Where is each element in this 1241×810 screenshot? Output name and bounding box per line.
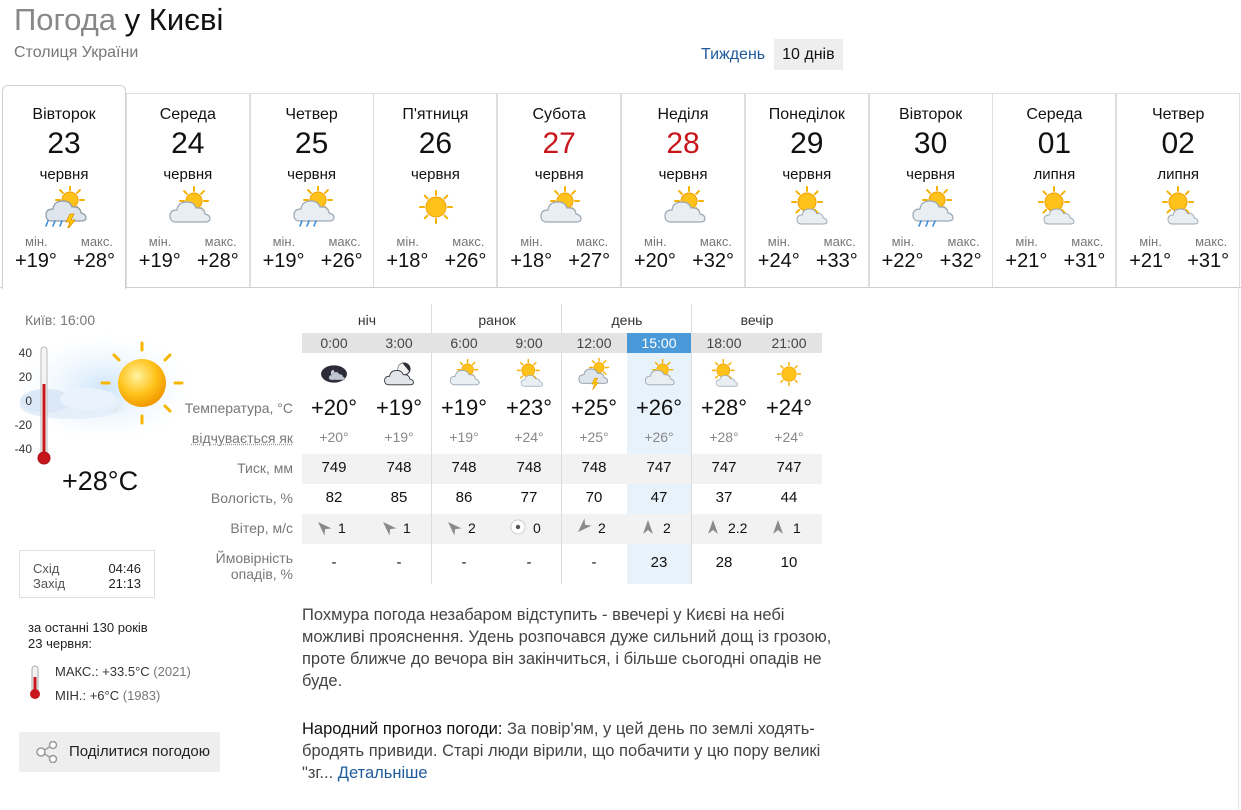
hour-pressure: 749 [321,459,347,476]
row-label-precipitation: Ймовірність опадів, % [215,550,293,582]
hour-feels-like: +20° [319,429,349,445]
min-temperature: +18° [386,250,429,272]
sun-times-box [19,550,155,598]
hour-feels-like: +24° [774,429,804,445]
hour-wind [367,516,431,540]
row-label-pressure: Тиск, мм [237,460,293,476]
wind-direction-icon [314,518,332,536]
history-min [55,688,160,703]
min-temperature: +21° [1129,250,1172,272]
wind-direction-icon [769,518,787,536]
hour-humidity: 44 [780,489,798,506]
hour-pressure: 748 [386,459,412,476]
max-temperature: +27° [568,250,611,272]
day-number: 01 [1037,127,1072,160]
day-month: липня [1033,166,1076,183]
period-night: ніч [357,312,377,328]
hour-time: 6:00 [450,335,478,351]
min-label: мін. [396,234,420,249]
hour-feels-like: +26° [644,429,674,445]
cloud-sun-icon [446,358,482,390]
sun-icon [411,186,461,228]
hour-humidity: 77 [520,489,538,506]
hour-temperature: +20° [310,395,358,420]
hour-pressure: 748 [581,459,607,476]
day-month: червня [410,166,460,183]
day-number: 27 [542,127,576,160]
cloud-sun-icon [641,358,677,390]
min-temperature: +18° [510,250,553,272]
history-max-year: (2021) [153,664,191,679]
hour-time: 3:00 [385,335,413,351]
min-label: мін. [767,234,791,249]
cloud-sun-icon [535,186,585,228]
hour-wind [432,516,496,540]
day-month: червня [39,166,89,183]
sunset-time: 21:13 [108,576,141,591]
share-icon [35,741,59,763]
day-month: червня [906,166,956,183]
hour-temperature: +28° [700,395,748,420]
hour-pressure: 747 [646,459,672,476]
day-tab[interactable] [2,85,126,289]
max-temperature: +33° [815,250,858,272]
hour-wind [627,516,691,540]
wind-direction-icon [379,518,397,536]
wind-direction-icon [704,518,722,536]
hour-humidity: 37 [715,489,733,506]
hour-time: 12:00 [576,335,612,351]
folk-forecast-text: За повір'ям, у цей день по землі ходять-бродять привиди. Старі люди вірили, що побачити у цю пору великі "зг... [302,720,821,782]
hour-time: 9:00 [515,335,543,351]
day-name: Неділя [657,106,709,123]
hour-time: 21:00 [771,335,807,351]
max-label: макс. [947,234,980,249]
history-max-value: +33.5°C [102,664,150,679]
weather-description: Похмура погода незабаром відступить - ввечері у Києві на небі можливі прояснення. Удень розпочався дуже сильний дощ із грозою, проте ближче до вечора він закінчиться, і більше сьогодні опадів не буде. [302,606,832,690]
hour-wind [497,516,561,540]
folk-forecast [302,718,832,784]
history-max [55,664,191,679]
hour-wind-speed: 0 [533,520,541,536]
cloud-sun-icon [164,186,214,228]
cloud-storm-icon [576,358,612,390]
sun-cloud-icon [706,358,742,390]
period-day: день [611,312,643,328]
cloud-moon-icon [381,358,417,390]
max-temperature: +26° [320,250,363,272]
day-number: 25 [294,127,329,160]
folk-forecast-label: Народний прогноз погоди: [302,720,503,738]
max-temperature: +32° [692,250,734,272]
sunset-label: Захід [33,576,66,591]
hour-wind-speed: 1 [338,520,346,536]
history-thermometer-icon [28,665,42,701]
day-number: 23 [47,127,81,160]
row-label-temperature: Температура, °C [184,400,293,416]
min-label: мін. [520,234,543,249]
day-tab[interactable] [869,93,993,288]
max-temperature: +32° [939,250,982,272]
hour-precipitation: - [461,554,467,571]
day-tab[interactable] [992,93,1116,288]
min-label: мін. [891,234,915,249]
hour-precipitation: 10 [780,554,798,571]
day-name: Четвер [285,106,338,123]
hour-wind-speed: 1 [403,520,411,536]
day-tab[interactable] [1116,93,1240,288]
share-label: Поділитися погодою [69,743,211,760]
hour-feels-like: +28° [709,429,739,445]
cloud-sun-icon [659,186,709,228]
hour-precipitation: - [396,554,402,571]
min-label: мін. [644,234,667,249]
day-number: 30 [913,127,948,160]
hour-temperature: +25° [570,395,618,420]
day-number: 02 [1161,127,1195,160]
history-title [28,620,148,652]
hour-wind-speed: 1 [793,520,801,536]
min-temperature: +19° [15,250,57,272]
min-label: мін. [272,234,296,249]
hour-feels-like: +19° [449,429,479,445]
hour-pressure: 747 [711,459,737,476]
hour-time: 18:00 [706,335,742,351]
day-name: П'ятниця [402,106,469,123]
day-month: червня [782,166,832,183]
hour-temperature: +24° [765,395,813,420]
period-week-link[interactable]: Тиждень [701,46,766,63]
max-label: макс. [452,234,485,249]
hour-pressure: 748 [516,459,542,476]
hour-precipitation: - [591,554,597,571]
day-tab[interactable] [497,93,621,288]
day-number: 28 [666,127,700,160]
max-label: макс. [1071,234,1104,249]
scale-tick-label: -40 [14,442,32,456]
max-temperature: +31° [1187,250,1230,272]
hour-temperature: +19° [375,395,423,420]
history-line-1: за останні 130 років [28,620,148,635]
cloud-sun-rain-icon [907,186,957,228]
day-name: Вівторок [32,106,96,123]
row-label-humidity: Вологість, % [210,490,293,506]
hour-humidity: 82 [325,489,343,506]
min-temperature: +22° [881,250,924,272]
scale-tick-label: 20 [18,370,32,384]
hour-wind [562,516,626,540]
min-label: мін. [1015,234,1039,249]
title-city: у Києві [124,2,224,37]
current-temperature: +28°C [62,466,139,496]
hour-temperature: +26° [635,395,683,420]
max-temperature: +31° [1063,250,1106,272]
sunrise-label: Схід [33,561,60,576]
hour-precipitation: - [331,554,337,571]
hour-wind-speed: 2 [468,520,476,536]
page-subtitle: Столиця України [14,44,139,61]
min-temperature: +19° [138,250,181,272]
sun-cloud-icon [783,186,833,228]
day-month: червня [163,166,213,183]
details-link[interactable]: Детальніше [337,764,428,782]
sun-cloud-icon [511,358,547,390]
max-temperature: +26° [444,250,487,272]
day-name: Середа [159,106,216,123]
day-tab[interactable] [621,93,745,288]
share-weather-button[interactable] [19,732,220,772]
max-label: макс. [204,234,237,249]
scale-tick-label: 40 [18,346,32,360]
hour-time: 15:00 [627,333,691,353]
cloud-sun-storm-icon [40,186,90,228]
min-label: мін. [25,234,48,249]
period-10days-tab[interactable]: 10 днів [774,39,842,70]
scale-tick-label: 0 [25,394,32,408]
hour-temperature: +19° [440,395,488,420]
hour-humidity: 86 [455,489,473,506]
day-tab[interactable] [250,93,374,288]
hour-humidity: 47 [650,489,668,506]
day-month: червня [287,166,337,183]
max-label: макс. [1195,234,1228,249]
day-number: 26 [418,127,453,160]
row-label-feels-like[interactable]: відчувається як [191,430,293,446]
history-min-year: (1983) [122,688,161,703]
history-min-label: МІН.: [55,688,87,703]
max-label: макс. [328,234,361,249]
row-label-wind: Вітер, м/с [230,520,293,536]
day-name: Середа [1026,106,1083,123]
min-temperature: +24° [757,250,800,272]
sun-cloud-icon [1154,186,1204,228]
min-label: мін. [1139,234,1162,249]
wind-direction-icon [509,518,527,536]
day-month: червня [534,166,584,183]
hour-wind [757,516,821,540]
hour-pressure: 747 [776,459,802,476]
hour-wind [692,516,756,540]
hour-time: 0:00 [320,335,348,351]
day-name: Вівторок [898,106,963,123]
min-temperature: +20° [634,250,676,272]
max-temperature: +28° [73,250,115,272]
page-title [14,0,223,40]
scale-tick-label: -20 [14,418,32,432]
moon-cloud-icon [316,358,352,390]
hour-wind-speed: 2 [598,520,606,536]
history-max-label: МАКС.: [55,664,99,679]
hour-feels-like: +24° [514,429,544,445]
hour-wind-speed: 2.2 [728,520,748,536]
history-min-value: +6°C [89,688,120,703]
day-tabs [0,85,1241,288]
day-tab[interactable] [126,93,250,288]
hour-wind-speed: 2 [663,520,671,536]
sunrise-time: 04:46 [108,561,141,576]
day-name: Четвер [1151,106,1205,123]
min-label: мін. [148,234,172,249]
hour-wind [302,516,366,540]
day-tab[interactable] [373,93,497,288]
history-line-2: 23 червня: [28,636,93,651]
day-number: 29 [790,127,824,160]
day-tab[interactable] [745,93,869,288]
max-label: макс. [823,234,856,249]
max-temperature: +28° [196,250,239,272]
period-morning: ранок [478,312,516,328]
hour-feels-like: +25° [579,429,609,445]
thermometer-icon [37,346,51,466]
hour-humidity: 70 [585,489,603,506]
wind-direction-icon [444,518,462,536]
day-details-panel [0,287,1241,810]
cloud-sun-rain-icon [288,186,338,228]
hour-precipitation: - [526,554,532,571]
day-month: липня [1157,166,1200,183]
min-temperature: +21° [1005,250,1048,272]
hour-humidity: 85 [390,489,408,506]
period-evening: вечір [740,312,774,328]
max-label: макс. [576,234,609,249]
sun-icon [771,358,807,390]
min-temperature: +19° [262,250,305,272]
max-label: макс. [80,234,113,249]
current-time-label: Київ: 16:00 [25,312,96,328]
hour-feels-like: +19° [384,429,414,445]
hour-precipitation: 28 [715,554,733,571]
wind-direction-icon [639,518,657,536]
sun-cloud-icon [1030,186,1080,228]
day-name: Понеділок [768,106,845,123]
day-number: 24 [171,127,205,160]
period-switch [695,39,843,70]
hour-pressure: 748 [451,459,477,476]
day-name: Субота [532,106,586,123]
title-prefix: Погода [14,2,117,37]
hour-temperature: +23° [505,395,553,420]
hour-precipitation: 23 [650,554,668,571]
day-month: червня [658,166,708,183]
max-label: макс. [699,234,732,249]
wind-direction-icon [574,518,592,536]
